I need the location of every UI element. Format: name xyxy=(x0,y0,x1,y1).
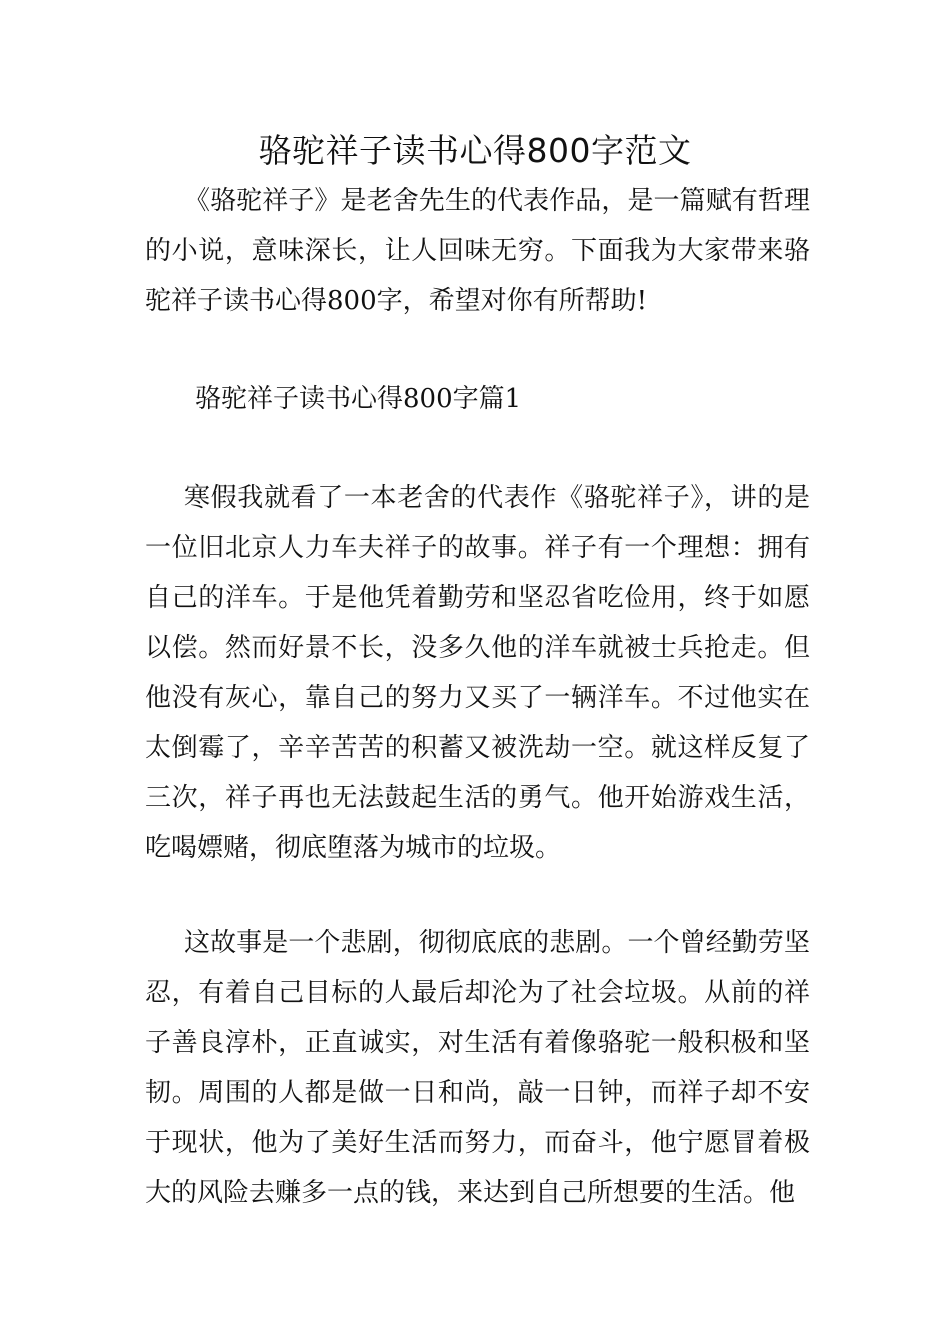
intro-paragraph: 《骆驼祥子》是老舍先生的代表作品，是一篇赋有哲理的小说，意味深长，让人回味无穷。下面我为大家带来骆驼祥子读书心得800字，希望对你有所帮助! xyxy=(145,186,810,316)
body-paragraph-1: 寒假我就看了一本老舍的代表作《骆驼祥子》，讲的是一位旧北京人力车夫祥子的故事。祥子有一个理想：拥有自己的洋车。于是他凭着勤劳和坚忍省吃俭用，终于如愿以偿。然而好景不长，没多久他的洋车就被士兵抢走。但他没有灰心，靠自己的努力又买了一辆洋车。不过他实在太倒霉了，辛辛苦苦的积蓄又被洗劫一空。就这样反复了三次，祥子再也无法鼓起生活的勇气。他开始游戏生活，吃喝嫖赌，彻底堕落为城市的垃圾。 xyxy=(145,483,810,863)
section-heading: 骆驼祥子读书心得800字篇1 xyxy=(195,384,522,414)
body-paragraph-2: 这故事是一个悲剧，彻彻底底的悲剧。一个曾经勤劳坚忍，有着自己目标的人最后却沦为了社会垃圾。从前的祥子善良淳朴，正直诚实，对生活有着像骆驼一般积极和坚韧。周围的人都是做一日和尚，敲一日钟，而祥子却不安于现状，他为了美好生活而努力，而奋斗，他宁愿冒着极大的风险去赚多一点的钱，来达到自己所想要的生活。他 xyxy=(145,928,810,1208)
document-title: 骆驼祥子读书心得800字范文 xyxy=(258,131,692,170)
